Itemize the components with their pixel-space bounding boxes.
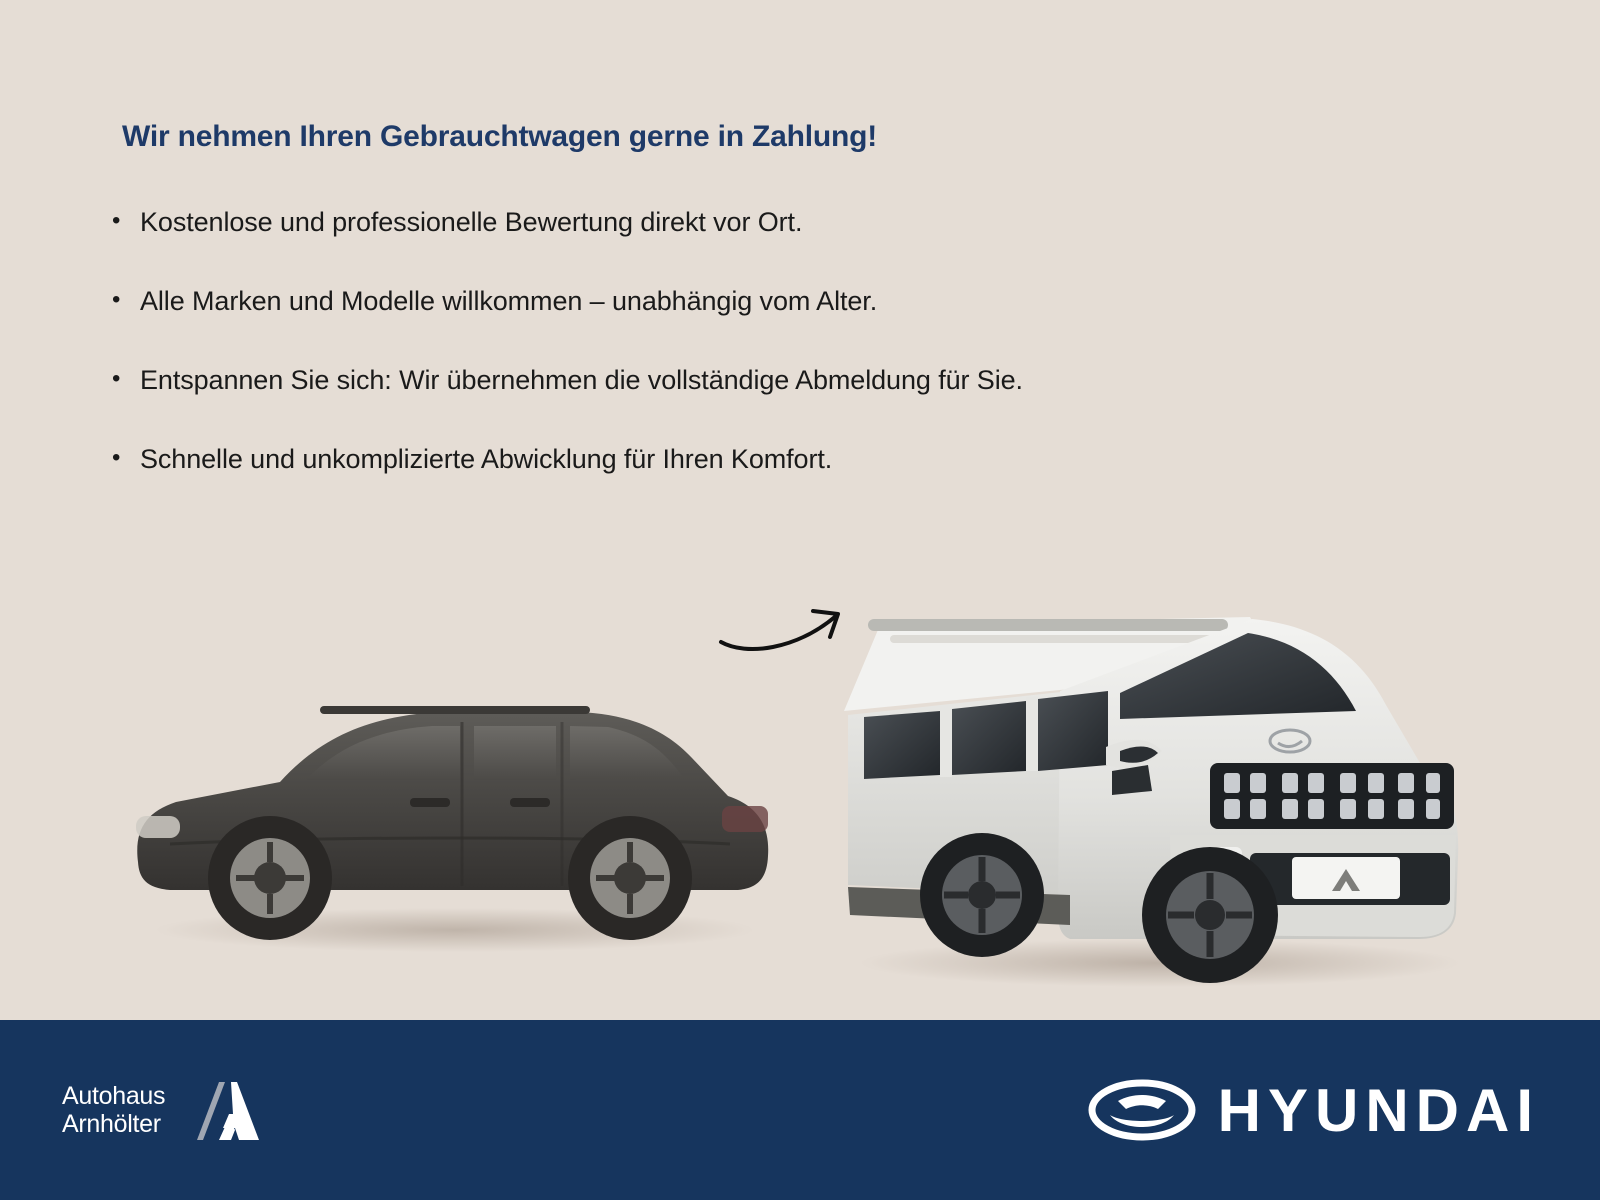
list-item-label: Entspannen Sie sich: Wir übernehmen die vollständige Abmeldung für Sie. [140, 365, 1023, 396]
list-item [112, 363, 1512, 398]
white-suv-three-quarter-view-icon [820, 595, 1480, 995]
brand-logo[interactable] [1088, 1076, 1540, 1145]
bullet-marker-icon: • [112, 207, 121, 234]
bullet-marker-icon: • [112, 444, 121, 472]
hyundai-oval-logo-icon [1088, 1079, 1196, 1141]
bullet-marker-icon: • [112, 286, 121, 314]
dealer-name-line1: Autohaus [62, 1082, 166, 1110]
list-item [112, 442, 1512, 477]
list-item [112, 284, 1512, 319]
brand-name: HYUNDAI [1217, 1076, 1540, 1144]
page-title: Wir nehmen Ihren Gebrauchtwagen gerne in Zahlung! [122, 120, 878, 153]
benefits-list [112, 205, 1512, 521]
list-item-label: Kostenlose und professionelle Bewertung direkt vor Ort. [140, 207, 803, 237]
vehicle-illustration [0, 560, 1600, 1020]
dealer-logo[interactable] [62, 1078, 263, 1142]
bullet-marker-icon: • [112, 365, 121, 393]
dealer-name-line2: Arnhölter [62, 1110, 161, 1138]
list-item-label: Schnelle und unkomplizierte Abwicklung für Ihren Komfort. [140, 444, 833, 475]
list-item-label: Alle Marken und Modelle willkommen – unabhängig vom Alter. [140, 286, 878, 317]
dark-suv-side-view-icon [110, 630, 790, 960]
footer-bar [0, 1020, 1600, 1200]
dealer-name [62, 1082, 165, 1138]
list-item [112, 205, 1512, 240]
arnhoelter-chevron-logo-icon [179, 1078, 263, 1142]
